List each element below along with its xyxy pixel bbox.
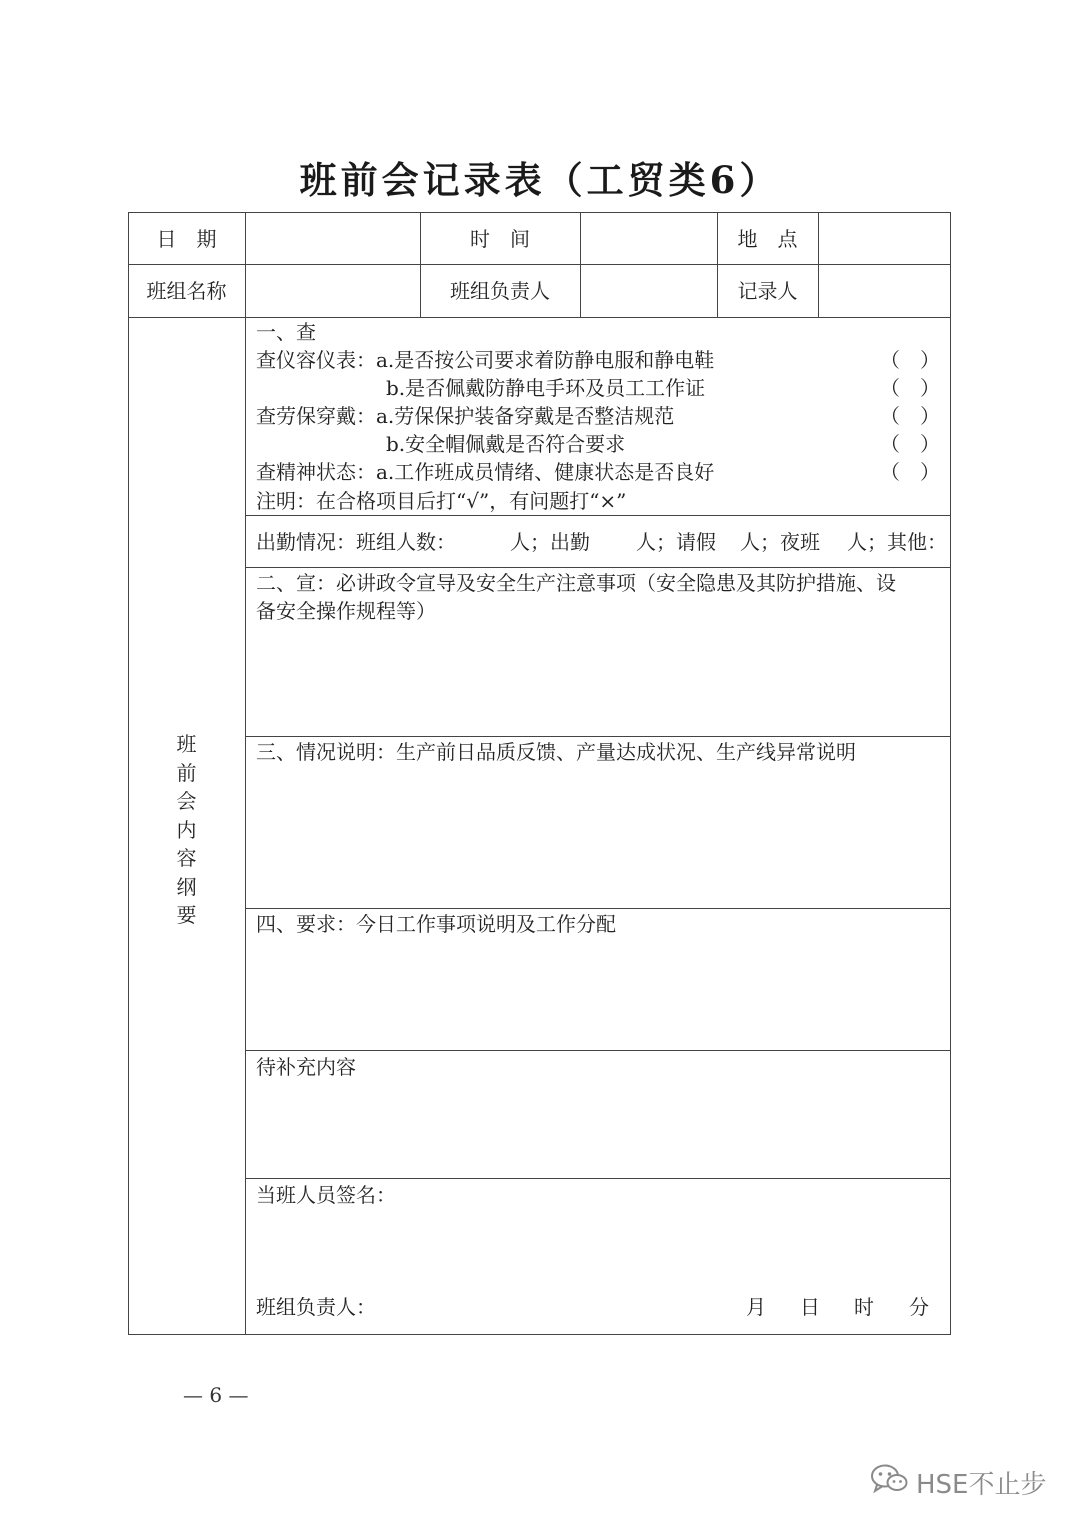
date-label: 日 期 [156, 227, 217, 251]
team-leader-label: 班组负责人 [450, 279, 550, 303]
day-label: 日 [800, 1295, 820, 1319]
time-field[interactable] [585, 224, 712, 260]
month-label: 月 [746, 1295, 766, 1319]
check-box-paren[interactable]: （ ） [880, 376, 940, 400]
staff-signature-field[interactable] [250, 1213, 945, 1283]
ppe-item-a: a.劳保保护装备穿戴是否整洁规范 [376, 404, 675, 428]
attendance-label: 出勤情况：班组人数： [256, 530, 456, 554]
supplement-field[interactable] [250, 1085, 945, 1171]
place-label: 地 点 [737, 227, 798, 251]
date-field[interactable] [250, 224, 415, 260]
check-note: 注明：在合格项目后打“√”，有问题打“×” [256, 489, 627, 513]
recorder-field[interactable] [823, 276, 945, 312]
check-box-paren[interactable]: （ ） [880, 460, 940, 484]
team-name-field[interactable] [250, 276, 415, 312]
side-char: 会 [176, 789, 197, 813]
watermark [870, 1462, 1046, 1502]
requirements-field[interactable] [250, 942, 945, 1042]
announce-line-2: 备安全操作规程等） [256, 599, 436, 623]
page-number: — 6 — [183, 1383, 249, 1407]
appearance-label: 查仪容仪表： [256, 348, 376, 372]
situation-field[interactable] [250, 770, 945, 900]
check-ppe-a [256, 402, 946, 430]
side-char: 内 [176, 817, 197, 842]
check-heading: 一、查 [256, 320, 316, 344]
check-appearance-a [256, 346, 946, 374]
spirit-item-a: a.工作班成员情绪、健康状态是否良好 [376, 460, 715, 484]
announce-field[interactable] [250, 630, 945, 730]
attendance-leave: 人；请假 [636, 530, 716, 554]
time-label: 时 间 [470, 227, 530, 251]
appearance-item-a: a.是否按公司要求着防静电服和静电鞋 [376, 348, 715, 372]
ppe-label: 查劳保穿戴： [256, 404, 376, 428]
meeting-content-side-label [128, 730, 245, 930]
team-leader-field[interactable] [585, 276, 712, 312]
appearance-item-b: b.是否佩戴防静电手环及员工工作证 [386, 376, 706, 400]
check-spirit-a [256, 458, 946, 486]
team-name-label: 班组名称 [146, 279, 227, 303]
side-char: 前 [176, 760, 197, 785]
attendance-night: 人；夜班 [740, 530, 820, 554]
announce-line-1: 二、宣：必讲政令宣导及安全生产注意事项（安全隐患及其防护措施、设 [256, 571, 896, 595]
requirements-heading: 四、要求：今日工作事项说明及工作分配 [256, 912, 616, 936]
check-box-paren[interactable]: （ ） [880, 432, 940, 456]
place-field[interactable] [823, 224, 945, 260]
situation-heading: 三、情况说明：生产前日品质反馈、产量达成状况、生产线异常说明 [256, 740, 856, 764]
staff-signature-label: 当班人员签名： [256, 1183, 396, 1207]
check-appearance-b [256, 374, 946, 402]
wechat-icon [870, 1463, 908, 1502]
ppe-item-b: b.安全帽佩戴是否符合要求 [386, 432, 626, 456]
leader-signature-label: 班组负责人： [256, 1295, 376, 1319]
check-box-paren[interactable]: （ ） [880, 404, 940, 428]
spirit-label: 查精神状态： [256, 460, 376, 484]
hour-label: 时 [854, 1295, 874, 1319]
side-char: 纲 [176, 874, 197, 899]
recorder-label: 记录人 [737, 279, 798, 303]
minute-label: 分 [909, 1295, 929, 1319]
check-ppe-b [256, 430, 946, 458]
attendance-other: 人；其他： [847, 530, 947, 554]
side-char: 班 [176, 732, 197, 756]
side-char: 容 [176, 846, 197, 870]
check-box-paren[interactable]: （ ） [880, 348, 940, 372]
attendance-present: 人；出勤 [510, 530, 590, 554]
supplement-heading: 待补充内容 [256, 1055, 356, 1079]
document-title: 班前会记录表（工贸类6） [299, 158, 781, 202]
watermark-text: HSE不止步 [916, 1469, 1047, 1500]
side-char: 要 [176, 903, 197, 927]
